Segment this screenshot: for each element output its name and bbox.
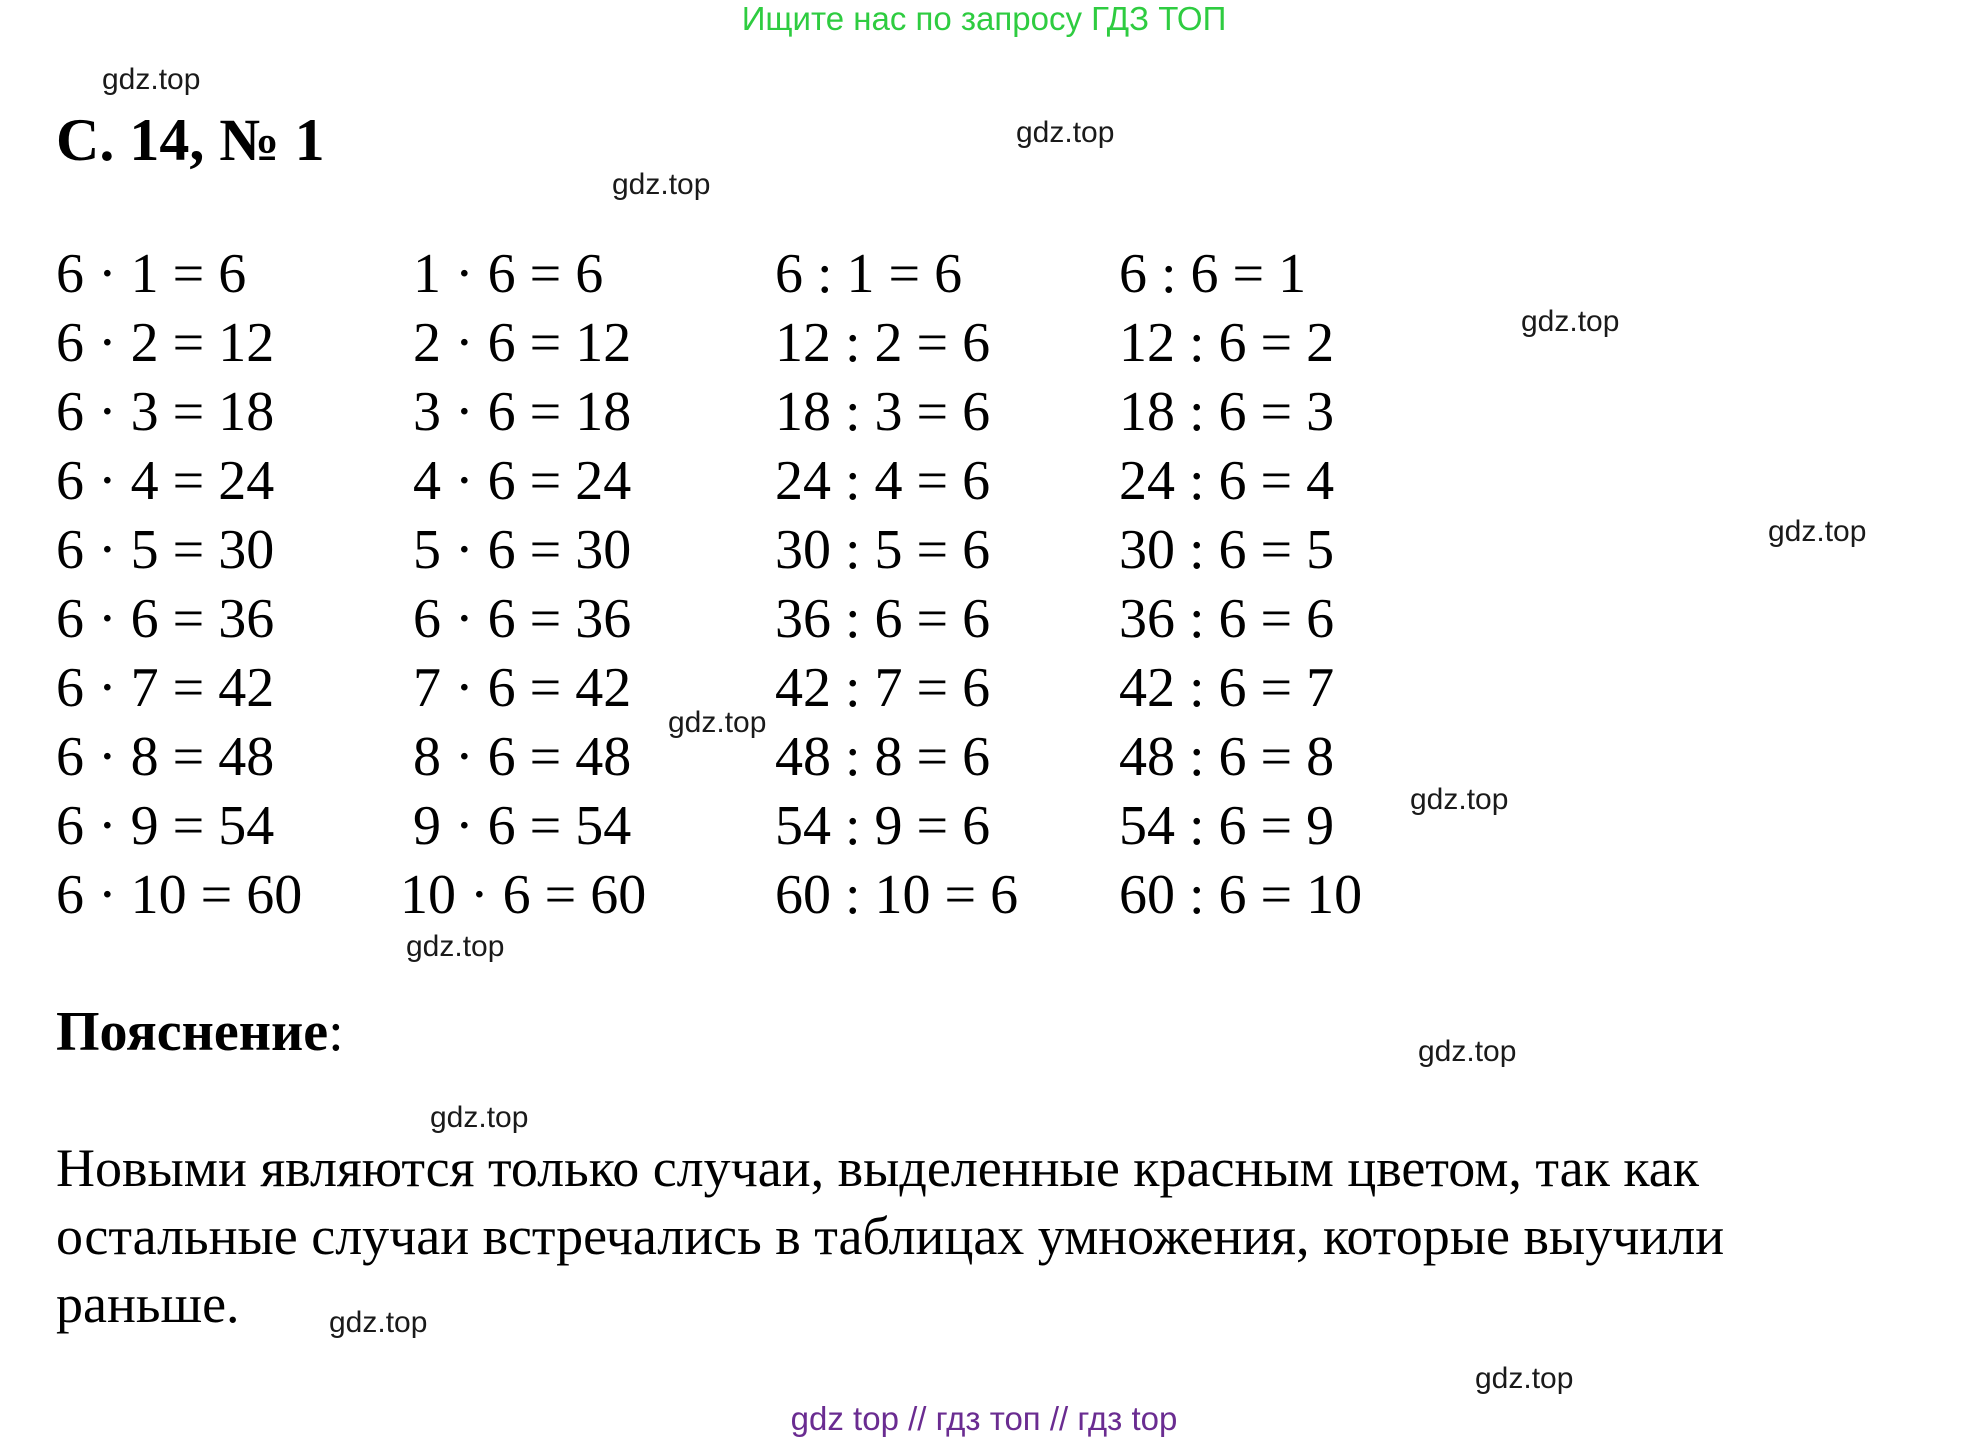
equation: 6 · 1 = 6 — [56, 243, 247, 305]
equation: 2 · 6 = 12 — [413, 312, 632, 374]
watermark: gdz.top — [1521, 305, 1620, 338]
watermark: gdz.top — [430, 1101, 529, 1134]
equation: 6 · 2 = 12 — [56, 312, 275, 374]
footer-links: gdz top // гдз топ // гдз top — [790, 1400, 1178, 1437]
equation: 30 : 6 = 5 — [1119, 519, 1335, 581]
watermark: gdz.top — [1768, 515, 1867, 548]
equation: 18 : 3 = 6 — [775, 381, 991, 443]
equation: 6 · 6 = 36 — [413, 588, 632, 650]
equation: 12 : 2 = 6 — [775, 312, 991, 374]
equation: 6 · 8 = 48 — [56, 726, 275, 788]
equation: 48 : 8 = 6 — [775, 726, 991, 788]
explanation-heading-label: Пояснение — [56, 1001, 329, 1063]
equation: 10 · 6 = 60 — [400, 864, 647, 926]
search-banner: Ищите нас по запросу ГДЗ ТОП — [741, 0, 1227, 37]
equation: 24 : 6 = 4 — [1119, 450, 1335, 512]
watermark: gdz.top — [668, 706, 767, 739]
equation: 60 : 6 = 10 — [1119, 864, 1363, 926]
watermark: gdz.top — [1016, 116, 1115, 149]
watermark: gdz.top — [1410, 783, 1509, 816]
watermark: gdz.top — [1418, 1035, 1517, 1068]
equation: 36 : 6 = 6 — [1119, 588, 1335, 650]
equation: 4 · 6 = 24 — [413, 450, 632, 512]
equation: 6 : 6 = 1 — [1119, 243, 1307, 305]
equation: 8 · 6 = 48 — [413, 726, 632, 788]
explanation-heading-colon: : — [328, 1001, 344, 1063]
equation: 6 : 1 = 6 — [775, 243, 963, 305]
watermark: gdz.top — [329, 1306, 428, 1339]
equation: 5 · 6 = 30 — [413, 519, 632, 581]
equation: 60 : 10 = 6 — [775, 864, 1019, 926]
equation: 54 : 9 = 6 — [775, 795, 991, 857]
watermark: gdz.top — [1475, 1362, 1574, 1395]
equation: 36 : 6 = 6 — [775, 588, 991, 650]
equation: 12 : 6 = 2 — [1119, 312, 1335, 374]
page-title: С. 14, № 1 — [56, 107, 325, 173]
equation: 24 : 4 = 6 — [775, 450, 991, 512]
equation: 30 : 5 = 6 — [775, 519, 991, 581]
watermark: gdz.top — [406, 930, 505, 963]
equation: 9 · 6 = 54 — [413, 795, 632, 857]
equation: 6 · 9 = 54 — [56, 795, 275, 857]
explanation-heading — [56, 1000, 344, 1064]
equation: 48 : 6 = 8 — [1119, 726, 1335, 788]
explanation-text: Новыми являются только случаи, выделенные красным цветом, так как остальные случаи встречались в таблицах умножения, которые выучили раньше. — [56, 1138, 1725, 1334]
equation: 54 : 6 = 9 — [1119, 795, 1335, 857]
equation: 6 · 3 = 18 — [56, 381, 275, 443]
equation: 7 · 6 = 42 — [413, 657, 632, 719]
equation: 18 : 6 = 3 — [1119, 381, 1335, 443]
equation: 3 · 6 = 18 — [413, 381, 632, 443]
equation: 6 · 5 = 30 — [56, 519, 275, 581]
watermark: gdz.top — [612, 168, 711, 201]
equation: 6 · 7 = 42 — [56, 657, 275, 719]
equation: 6 · 10 = 60 — [56, 864, 303, 926]
equation: 42 : 6 = 7 — [1119, 657, 1335, 719]
equation: 42 : 7 = 6 — [775, 657, 991, 719]
equation: 6 · 6 = 36 — [56, 588, 275, 650]
watermark: gdz.top — [102, 63, 201, 96]
equation: 6 · 4 = 24 — [56, 450, 275, 512]
equation: 1 · 6 = 6 — [413, 243, 604, 305]
